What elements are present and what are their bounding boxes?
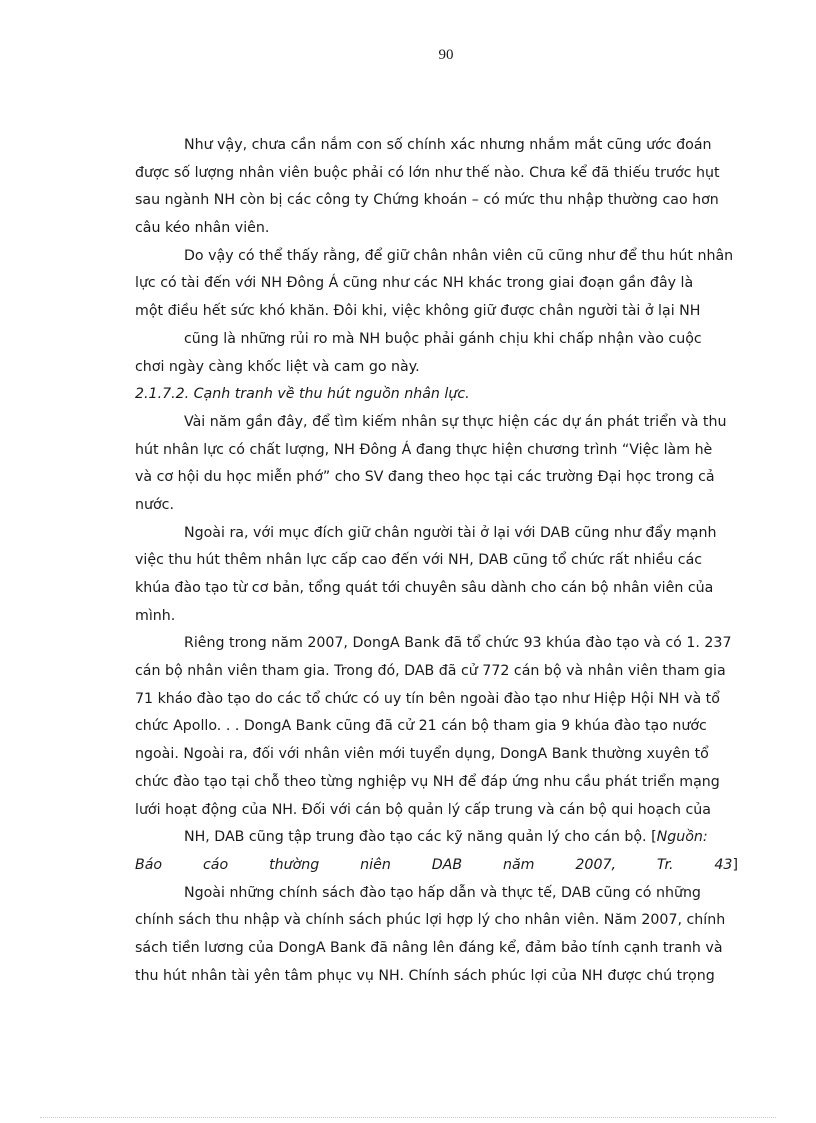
text-line: ngoài. Ngoài ra, đối với nhân viên mới tuyển dụng, DongA Bank thường xuyên tổ (135, 746, 709, 763)
text-line: chức Apollo. . . DongA Bank cũng đã cử 21 cán bộ tham gia 9 khúa đào tạo nước (135, 718, 707, 735)
text-line: và cơ hội du học miễn phớ” cho SV đang theo học tại các trường Đại học trong cả (135, 469, 715, 486)
text-line: Ngoài ra, với mục đích giữ chân người tài ở lại với DAB cũng như đẩy mạnh (184, 524, 717, 541)
text-line: lưới hoạt động của NH. Đối với cán bộ quản lý cấp trung và cán bộ qui hoạch của (135, 801, 711, 818)
text-line: một điều hết sức khó khăn. Đôi khi, việc không giữ được chân người tài ở lại NH (135, 303, 701, 320)
page-bottom-border (40, 1117, 776, 1118)
text-line: Do vậy có thể thấy rằng, để giữ chân nhân viên cũ cũng như để thu hút nhân (184, 247, 734, 264)
text-line: câu kéo nhân viên. (135, 220, 270, 237)
text-line: việc thu hút thêm nhân lực cấp cao đến với NH, DAB cũng tổ chức rất nhiều các (135, 552, 703, 569)
text-line: khúa đào tạo từ cơ bản, tổng quát tới chuyên sâu dành cho cán bộ nhân viên của (135, 580, 714, 596)
text-line: nước. (135, 496, 174, 513)
citation-source: Báo cáo thường niên DAB năm 2007, Tr. 43 (135, 856, 733, 873)
page-number: 90 (438, 47, 454, 63)
text-line: cán bộ nhân viên tham gia. Trong đó, DAB đã cử 772 cán bộ và nhân viên tham gia (135, 663, 726, 680)
text-line: sách tiền lương của DongA Bank đã nâng lên đáng kể, đảm bảo tính cạnh tranh và (135, 939, 723, 956)
text-line: Riêng trong năm 2007, DongA Bank đã tổ chức 93 khúa đào tạo và có 1. 237 (184, 635, 732, 652)
text-line: mình. (135, 607, 176, 624)
citation-prefix: NH, DAB cũng tập trung đào tạo các kỹ năng quản lý cho cán bộ. [ (184, 829, 657, 846)
text-line: hút nhân lực có chất lượng, NH Đông Á đang thực hiện chương trình “Việc làm hè (135, 441, 713, 458)
text-line: 71 kháo đào tạo do các tổ chức có uy tín bên ngoài đào tạo như Hiệp Hội NH và tổ (135, 690, 720, 707)
paragraph-block (135, 132, 738, 824)
text-line: chơi ngày càng khốc liệt và cam go này. (135, 358, 420, 375)
text-line: lực có tài đến với NH Đông Á cũng như các NH khác trong giai đoạn gần đây là (135, 275, 694, 292)
text-line: được số lượng nhân viên buộc phải có lớn như thế nào. Chưa kể đã thiếu trước hụt (135, 164, 720, 181)
section-heading: 2.1.7.2. Cạnh tranh về thu hút nguồn nhân lực. (135, 386, 470, 403)
text-line: Ngoài những chính sách đào tạo hấp dẫn và thực tế, DAB cũng có những (184, 884, 701, 901)
citation-source-line (135, 852, 738, 880)
text-line: thu hút nhân tài yên tâm phục vụ NH. Chính sách phúc lợi của NH được chú trọng (135, 967, 715, 984)
document-body (135, 132, 738, 990)
citation-line (135, 824, 738, 852)
paragraph-block-closing (135, 880, 738, 991)
citation-close: ] (732, 856, 738, 873)
text-line: Vài năm gần đây, để tìm kiếm nhân sự thực hiện các dự án phát triển và thu (184, 413, 727, 430)
text-line: chính sách thu nhập và chính sách phúc lợi hợp lý cho nhân viên. Năm 2007, chính (135, 912, 726, 929)
text-line: sau ngành NH còn bị các công ty Chứng khoán – có mức thu nhập thường cao hơn (135, 192, 719, 209)
text-line: Như vậy, chưa cần nắm con số chính xác nhưng nhắm mắt cũng ước đoán (184, 137, 712, 153)
text-line: chức đào tạo tại chỗ theo từng nghiệp vụ NH để đáp ứng nhu cầu phát triển mạng (135, 773, 720, 790)
text-line: cũng là những rủi ro mà NH buộc phải gánh chịu khi chấp nhận vào cuộc (184, 330, 702, 347)
citation-label: Nguồn: (656, 829, 708, 846)
